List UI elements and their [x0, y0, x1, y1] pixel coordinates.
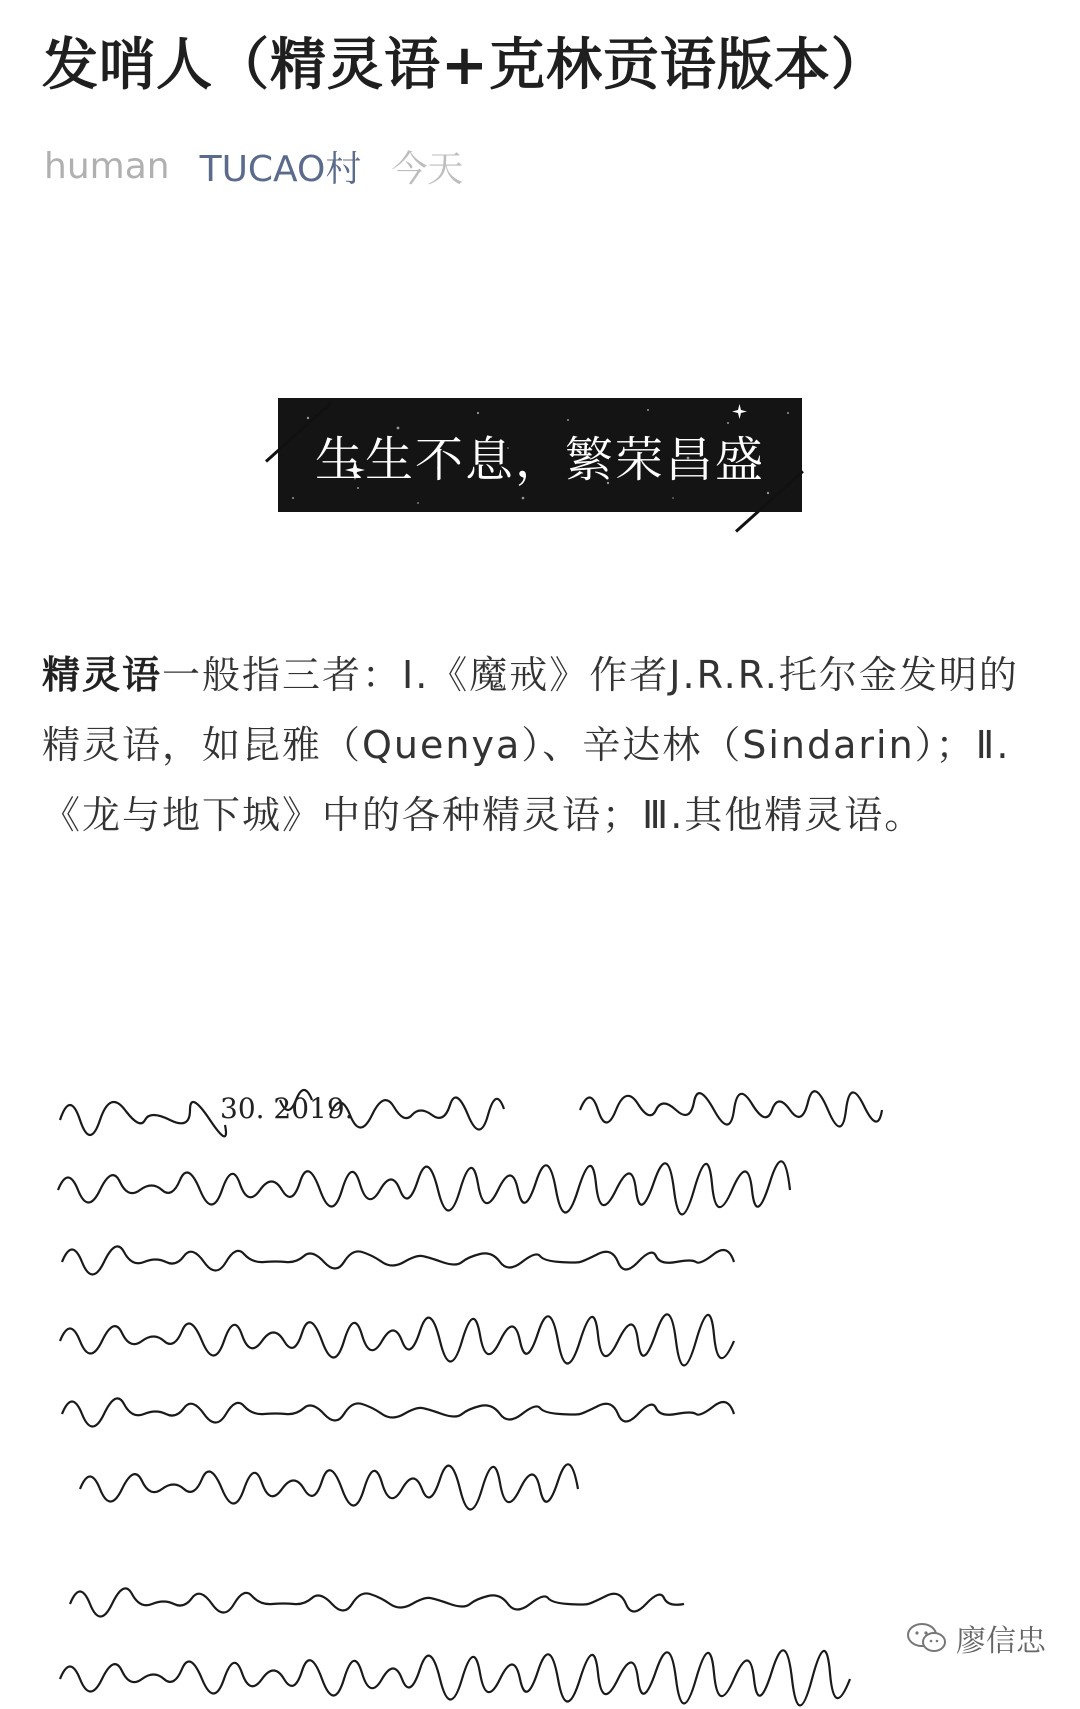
- author-name: human: [44, 145, 170, 187]
- paragraph-lead: 精灵语: [42, 653, 163, 697]
- article-title: 发哨人（精灵语+克林贡语版本）: [42, 33, 888, 98]
- script-line-2: [40, 1145, 940, 1219]
- script-line-4: [40, 1295, 900, 1369]
- banner: [278, 398, 802, 512]
- wechat-icon: [906, 1621, 948, 1655]
- script-line-1: [40, 1070, 1010, 1144]
- watermark-name: 廖信忠: [956, 1624, 1046, 1659]
- script-line-6: [40, 1445, 680, 1519]
- elvish-script-image: [40, 1050, 1050, 1684]
- banner-text: 生生不息，繁荣昌盛: [314, 431, 765, 488]
- article-paragraph: [42, 640, 1042, 850]
- script-line-7: [40, 1560, 890, 1634]
- watermark: [906, 1616, 1046, 1660]
- script-date-fragment: 30. 2019.: [220, 1092, 354, 1125]
- publish-date: 今天: [391, 148, 464, 190]
- script-line-5: [40, 1370, 920, 1444]
- banner-background: [278, 398, 802, 512]
- article-meta: [44, 138, 463, 194]
- script-line-8: [40, 1635, 1000, 1709]
- account-link[interactable]: TUCAO村: [199, 148, 362, 190]
- paragraph-body: 一般指三者：Ⅰ.《魔戒》作者J.R.R.托尔金发明的精灵语，如昆雅（Quenya）、辛达林（Sindarin）；Ⅱ.《龙与地下城》中的各种精灵语；Ⅲ.其他精灵语。: [42, 653, 1019, 837]
- script-line-3: [40, 1220, 920, 1294]
